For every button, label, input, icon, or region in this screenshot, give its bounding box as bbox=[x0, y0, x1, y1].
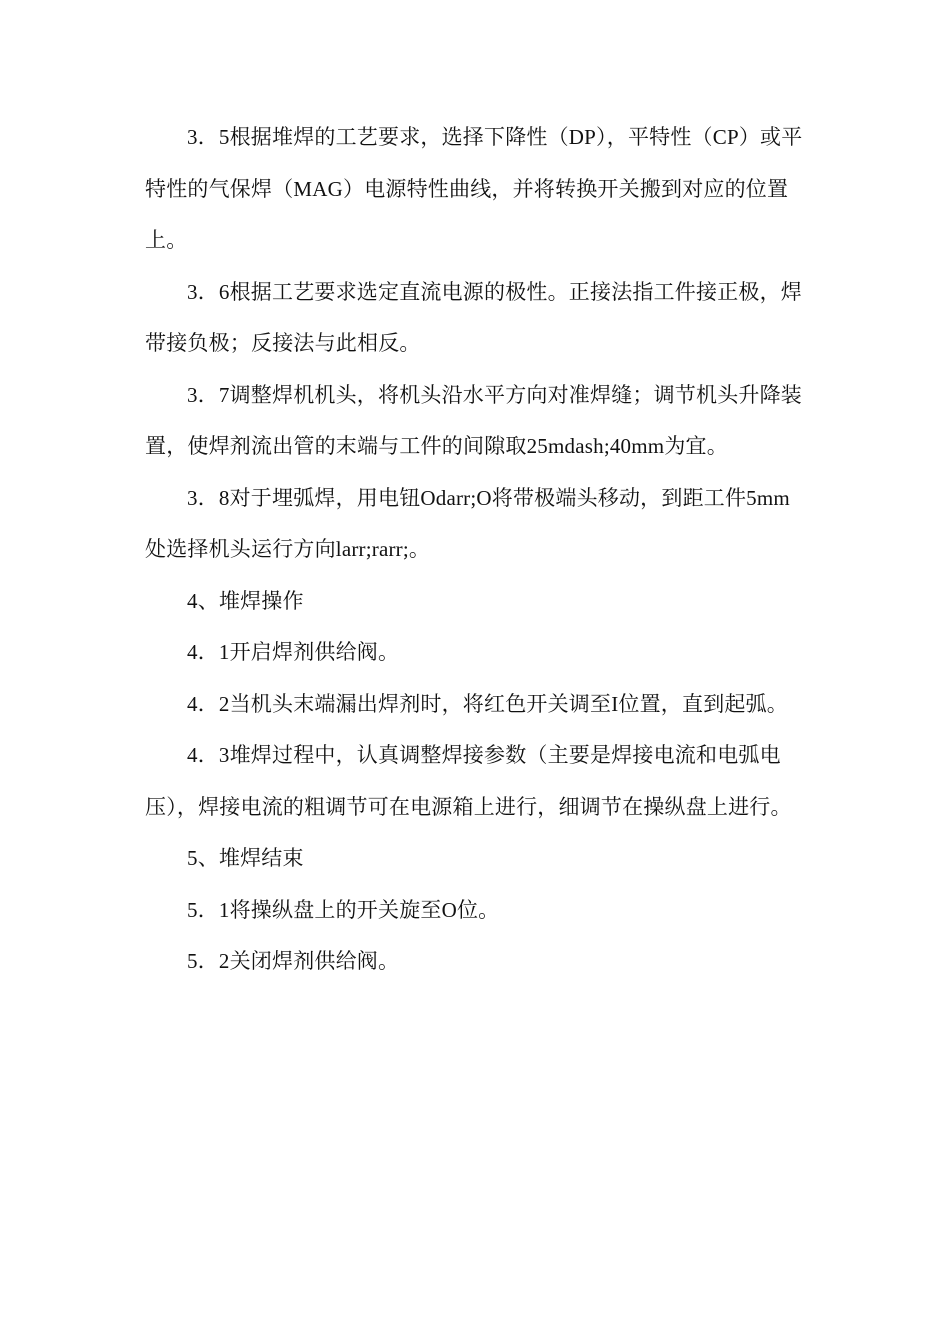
paragraph-4-2: 4．2当机头末端漏出焊剂时，将红色开关调至I位置，直到起弧。 bbox=[187, 691, 788, 716]
section-heading-4: 4、堆焊操作 bbox=[187, 588, 304, 613]
paragraph-4-3: 4．3堆焊过程中，认真调整焊接参数（主要是焊接电流和电弧电压），焊接电流的粗调节可在电源箱上进行，细调节在操纵盘上进行。 bbox=[145, 743, 792, 819]
paragraph-3-5: 3．5根据堆焊的工艺要求，选择下降性（DP），平特性（CP）或平特性的气保焊（MAG）电源特性曲线，并将转换开关搬到对应的位置上。 bbox=[145, 125, 803, 252]
paragraph-5-2: 5．2关闭焊剂供给阀。 bbox=[187, 949, 400, 973]
paragraph-4-1: 4．1开启焊剂供给阀。 bbox=[187, 640, 400, 664]
paragraph-3-7: 3．7调整焊机机头，将机头沿水平方向对准焊缝；调节机头升降装置，使焊剂流出管的末端与工件的间隙取25mdash;40mm为宜。 bbox=[145, 382, 802, 458]
document-body bbox=[145, 112, 810, 988]
paragraph-5-1: 5．1将操纵盘上的开关旋至O位。 bbox=[187, 897, 500, 922]
paragraph-3-6: 3．6根据工艺要求选定直流电源的极性。正接法指工件接正极，焊带接负极；反接法与此相反。 bbox=[145, 279, 802, 355]
section-heading-5: 5、堆焊结束 bbox=[187, 846, 304, 870]
paragraph-3-8: 3．8对于埋弧焊，用电钮Odarr;O将带极端头移动，到距工件5mm处选择机头运行方向larr;rarr;。 bbox=[145, 485, 790, 561]
